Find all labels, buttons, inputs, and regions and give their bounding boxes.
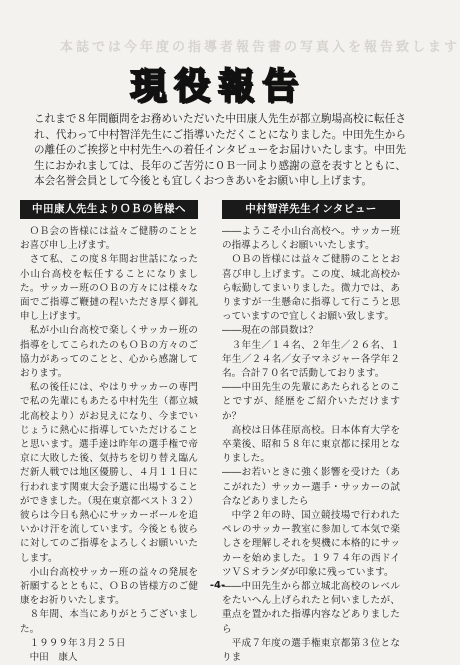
right-column-body bbox=[222, 225, 400, 665]
right-column bbox=[222, 200, 400, 665]
interview-answer: 中学２年の時、国立競技場で行われたペレのサッカー教室に参加して本気で楽しさを理解しそれを契機に本格的にサッカーを始めました。１９７４年の西ドイツＶＳオランダが印象に残っています。 bbox=[222, 510, 400, 578]
interview-answer: ３年生／１４名、２年生／２６名、１年生／２４名／女子マネジャー各学年２名。合計７０名で活動しております。 bbox=[222, 339, 400, 380]
intro-paragraph: これまで８年間顧問をお務めいただいた中田康人先生が都立駒場高校に転任され、代わって中村智洋先生にご指導いただくことになりました。中田先生からの離任のご挨拶と中村先生への着任インタビューをお届けいたします。中田先生におかれましては、長年のご苦労に０Ｂ一同より感謝の意を表すとともに、本会名誉会員として今後とも宜しくおつきあいをお願い申し上げます。 bbox=[34, 113, 406, 188]
right-column-heading: 中村智洋先生インタビュー bbox=[222, 200, 400, 219]
letter-date: １９９９年３月２５日 bbox=[29, 637, 126, 649]
left-paragraph: ＯＢ会の皆様には益々ご健勝のこととお喜び申し上げます。 bbox=[20, 226, 198, 252]
interview-question: ――現在の部員数は？ bbox=[222, 325, 318, 337]
left-paragraph: 私が小山台高校で楽しくサッカー班の指導をしてこられたのもＯＢの方々のご協力があってのことと、心から感謝しております。 bbox=[20, 325, 198, 380]
left-paragraph: ８年間、本当にありがとうございました。 bbox=[20, 609, 198, 635]
page-number: -4- bbox=[209, 580, 226, 591]
left-column-body bbox=[20, 225, 198, 665]
interview-question: ――ようこそ小山台高校へ。サッカー班の指導よろしくお願いいたします。 bbox=[222, 226, 400, 252]
left-column bbox=[20, 200, 198, 665]
left-paragraph: さて私、この度８年間お世話になった小山台高校を転任することになりました。サッカー班のＯＢの方々には様々な面でご指導ご鞭撻の程いただき厚く御礼申し上げます。 bbox=[20, 254, 198, 323]
interview-question: ――中田先生から都立城北高校のレベルをたいへん上げられたと伺いましたが、重点を置かれた指導内容などありましたら bbox=[222, 581, 400, 635]
left-paragraph: 小山台高校サッカー班の益々の発展を祈願するとともに、ＯＢの皆様方のご健康をお祈りいたします。 bbox=[20, 566, 198, 607]
interview-answer: 平成７年度の選手権東京都第３位となりま bbox=[222, 637, 400, 664]
left-column-heading: 中田康人先生よりＯＢの皆様へ bbox=[20, 200, 198, 219]
letter-signature: 中田 康人 bbox=[29, 652, 78, 664]
left-paragraph: 私の後任には、やはりサッカーの専門で私の先輩にもあたる中村先生（都立城北高校より）がお見えになり、今までいじょうに熱心に指導していただけることと思います。選手達は昨年の選手権で帝京に大敗した後、気持ちを切り替え臨んだ新人戦では地区優勝し、４月１１日に行われます関東大会予選に出場することができました。（現在東京都ベスト３２）彼らは今日も熱心にサッカーボールを追いかけ汗を流しています。今後とも彼らに対してのご指導をよろしくお願いいたします。 bbox=[20, 382, 198, 564]
bleed-through-header: 本誌では今年度の指導者報告書の写真入を報告致します bbox=[60, 40, 460, 55]
page-title: 現役報告 bbox=[129, 65, 306, 107]
interview-answer: ＯＢの皆様には益々ご健勝のこととお喜び申し上げます。この度、城北高校から転勤してまいりました。微力では、ありますが一生懸命に指導して行こうと思っていますので宜しくお願い致します。 bbox=[222, 254, 400, 323]
interview-question: ――お若いときに強く影響を受けた（あこがれた）サッカー選手・サッカーの試合などありましたら bbox=[222, 467, 400, 507]
interview-answer: 高校は日体荏原高校。日本体育大学を卒業後、昭和５８年に東京都に採用となりました。 bbox=[222, 424, 400, 465]
interview-question: ――中田先生の先輩にあたられるとのことですが、経歴をご紹介いただけますか？ bbox=[222, 382, 400, 422]
